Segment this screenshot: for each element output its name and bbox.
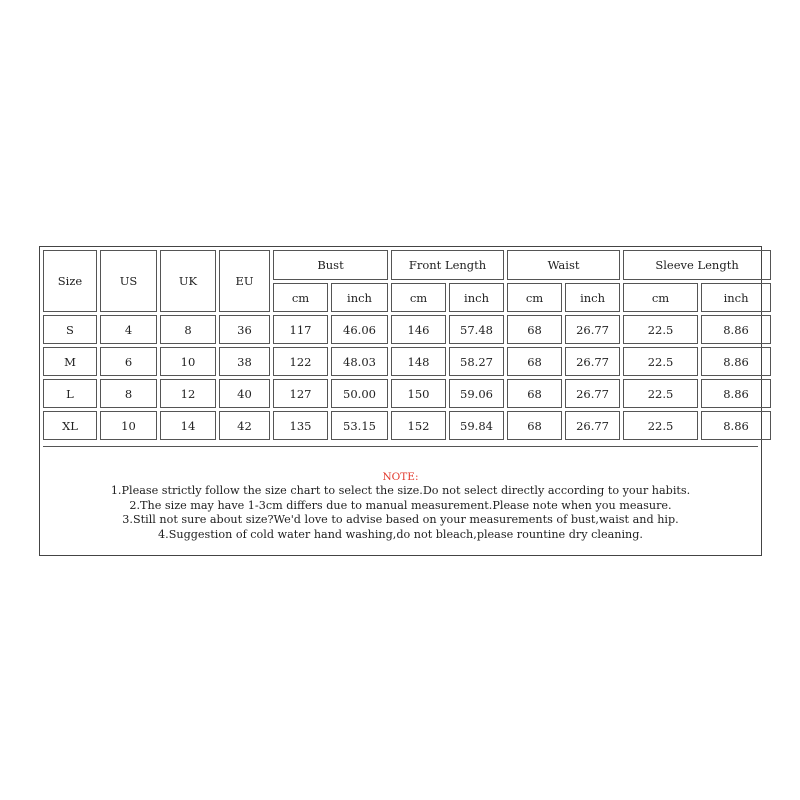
table-cell: 152 <box>391 411 446 440</box>
bust-inch-header: inch <box>331 283 388 312</box>
front-length-header: Front Length <box>391 250 504 280</box>
table-cell: 26.77 <box>565 411 620 440</box>
bust-header: Bust <box>273 250 388 280</box>
waist-header: Waist <box>507 250 620 280</box>
table-cell: 36 <box>219 315 270 344</box>
table-cell: 12 <box>160 379 216 408</box>
table-cell: 59.84 <box>449 411 504 440</box>
table-cell: 40 <box>219 379 270 408</box>
table-row <box>43 379 771 408</box>
table-cell: 14 <box>160 411 216 440</box>
table-cell: 8.86 <box>701 379 771 408</box>
table-cell: 26.77 <box>565 347 620 376</box>
sleeve-length-inch-header: inch <box>701 283 771 312</box>
table-cell: 53.15 <box>331 411 388 440</box>
eu-header: EU <box>219 250 270 312</box>
table-cell: 68 <box>507 315 562 344</box>
table-cell: 38 <box>219 347 270 376</box>
waist-cm-header: cm <box>507 283 562 312</box>
table-cell: 8.86 <box>701 347 771 376</box>
table-cell: 117 <box>273 315 328 344</box>
table-cell: 26.77 <box>565 315 620 344</box>
table-cell: 8.86 <box>701 411 771 440</box>
table-cell: 150 <box>391 379 446 408</box>
note-line-4: 4.Suggestion of cold water hand washing,do not bleach,please rountine dry cleaning. <box>158 527 643 541</box>
sleeve-length-cm-header: cm <box>623 283 698 312</box>
table-row <box>43 347 771 376</box>
table-cell: 58.27 <box>449 347 504 376</box>
note-line-2: 2.The size may have 1-3cm differs due to manual measurement.Please note when you measure. <box>129 498 672 512</box>
table-cell: 135 <box>273 411 328 440</box>
table-cell: 8 <box>160 315 216 344</box>
table-cell: 22.5 <box>623 411 698 440</box>
table-cell: 48.03 <box>331 347 388 376</box>
waist-inch-header: inch <box>565 283 620 312</box>
note-line-1: 1.Please strictly follow the size chart to select the size.Do not select directly according to your habits. <box>110 484 691 498</box>
front-length-cm-header: cm <box>391 283 446 312</box>
table-cell: 68 <box>507 379 562 408</box>
sleeve-length-header: Sleeve Length <box>623 250 771 280</box>
table-cell: 8.86 <box>701 315 771 344</box>
table-cell: XL <box>43 411 97 440</box>
table-cell: 59.06 <box>449 379 504 408</box>
table-cell: 68 <box>507 347 562 376</box>
table-row <box>43 411 771 440</box>
table-cell: 57.48 <box>449 315 504 344</box>
table-cell: S <box>43 315 97 344</box>
us-header: US <box>100 250 157 312</box>
size-header: Size <box>43 250 97 312</box>
table-cell: 4 <box>100 315 157 344</box>
table-cell: 22.5 <box>623 347 698 376</box>
notes-section <box>43 446 758 552</box>
table-cell: 10 <box>100 411 157 440</box>
bust-cm-header: cm <box>273 283 328 312</box>
table-cell: 68 <box>507 411 562 440</box>
table-cell: 46.06 <box>331 315 388 344</box>
table-cell: 146 <box>391 315 446 344</box>
table-cell: 8 <box>100 379 157 408</box>
table-cell: L <box>43 379 97 408</box>
table-cell: 148 <box>391 347 446 376</box>
table-cell: 6 <box>100 347 157 376</box>
header-row <box>43 250 771 280</box>
table-row <box>43 315 771 344</box>
uk-header: UK <box>160 250 216 312</box>
table-cell: 127 <box>273 379 328 408</box>
size-table <box>40 247 774 443</box>
size-chart <box>39 246 762 556</box>
table-cell: 22.5 <box>623 315 698 344</box>
front-length-inch-header: inch <box>449 283 504 312</box>
table-cell: 22.5 <box>623 379 698 408</box>
table-cell: 50.00 <box>331 379 388 408</box>
note-line-3: 3.Still not sure about size?We'd love to advise based on your measurements of bust,waist and hip. <box>122 513 679 527</box>
table-cell: 26.77 <box>565 379 620 408</box>
notes-title: NOTE: <box>382 471 419 483</box>
table-cell: 42 <box>219 411 270 440</box>
table-cell: 122 <box>273 347 328 376</box>
table-cell: 10 <box>160 347 216 376</box>
table-cell: M <box>43 347 97 376</box>
